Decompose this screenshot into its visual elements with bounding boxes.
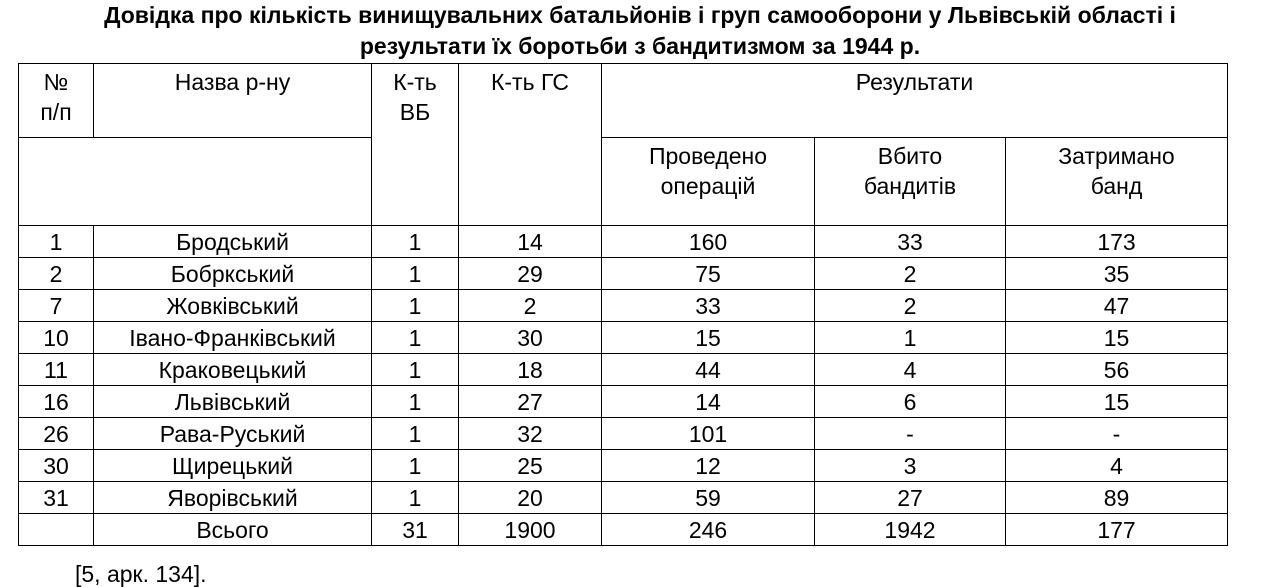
title-line-1: Довідка про кількість винищувальних батальйонів і груп самооборони у Львівській області і (104, 2, 1176, 28)
cell-killed: 33 (815, 226, 1006, 258)
cell-total-num (19, 514, 94, 546)
cell-total-operations: 246 (602, 514, 815, 546)
table-row (19, 322, 1228, 354)
header-vb-line-2: ВБ (399, 99, 431, 125)
header-num (19, 64, 94, 138)
cell-gs: 2 (459, 290, 602, 322)
header-operations (602, 138, 815, 226)
header-row-2 (19, 138, 1228, 226)
cell-killed: 4 (815, 354, 1006, 386)
header-vb (372, 64, 459, 226)
cell-operations: 160 (602, 226, 815, 258)
cell-vb: 1 (372, 226, 459, 258)
cell-total-detained: 177 (1006, 514, 1228, 546)
cell-detained: 15 (1006, 322, 1228, 354)
cell-operations: 33 (602, 290, 815, 322)
cell-total-label: Всього (94, 514, 372, 546)
cell-gs: 25 (459, 450, 602, 482)
table-row (19, 258, 1228, 290)
cell-total-killed: 1942 (815, 514, 1006, 546)
source-reference: [5, арк. 134]. (75, 561, 207, 587)
cell-total-gs: 1900 (459, 514, 602, 546)
cell-district: Львівський (94, 386, 372, 418)
header-gs: К-ть ГС (459, 64, 602, 226)
table-row (19, 450, 1228, 482)
cell-gs: 18 (459, 354, 602, 386)
header-detained-line-2: банд (1090, 173, 1143, 199)
header-detained (1006, 138, 1228, 226)
cell-vb: 1 (372, 322, 459, 354)
cell-detained: 35 (1006, 258, 1228, 290)
cell-detained: 173 (1006, 226, 1228, 258)
cell-operations: 15 (602, 322, 815, 354)
cell-district: Івано-Франківський (94, 322, 372, 354)
cell-operations: 75 (602, 258, 815, 290)
cell-num: 31 (19, 482, 94, 514)
cell-gs: 29 (459, 258, 602, 290)
cell-killed: 6 (815, 386, 1006, 418)
cell-vb: 1 (372, 386, 459, 418)
cell-killed: 2 (815, 290, 1006, 322)
cell-detained: 4 (1006, 450, 1228, 482)
cell-killed: 1 (815, 322, 1006, 354)
header-detained-line-1: Затримано (1058, 143, 1175, 169)
cell-gs: 20 (459, 482, 602, 514)
table-row (19, 354, 1228, 386)
table-row (19, 226, 1228, 258)
cell-num: 30 (19, 450, 94, 482)
total-row (19, 514, 1228, 546)
header-killed-line-2: бандитів (863, 173, 957, 199)
header-killed (815, 138, 1006, 226)
cell-detained: 56 (1006, 354, 1228, 386)
data-table (18, 63, 1228, 546)
cell-district: Краковецький (94, 354, 372, 386)
cell-vb: 1 (372, 450, 459, 482)
cell-num: 7 (19, 290, 94, 322)
header-operations-line-1: Проведено (648, 143, 768, 169)
cell-killed: - (815, 418, 1006, 450)
cell-vb: 1 (372, 258, 459, 290)
cell-killed: 2 (815, 258, 1006, 290)
cell-detained: 89 (1006, 482, 1228, 514)
table-row (19, 290, 1228, 322)
cell-district: Рава-Руський (94, 418, 372, 450)
cell-detained: 47 (1006, 290, 1228, 322)
cell-vb: 1 (372, 482, 459, 514)
title-line-2: результати їх боротьби з бандитизмом за 1944 р. (359, 33, 921, 59)
cell-killed: 27 (815, 482, 1006, 514)
header-district: Назва р-ну (94, 64, 372, 138)
cell-num: 16 (19, 386, 94, 418)
cell-killed: 3 (815, 450, 1006, 482)
cell-vb: 1 (372, 418, 459, 450)
cell-operations: 59 (602, 482, 815, 514)
document-title (0, 0, 1280, 62)
table-row (19, 386, 1228, 418)
cell-gs: 32 (459, 418, 602, 450)
cell-district: Жовківський (94, 290, 372, 322)
cell-num: 2 (19, 258, 94, 290)
header-killed-line-1: Вбито (877, 143, 943, 169)
header-num-line-1: № (43, 69, 69, 95)
cell-num: 11 (19, 354, 94, 386)
header-blank (19, 138, 372, 226)
table-row (19, 482, 1228, 514)
cell-detained: 15 (1006, 386, 1228, 418)
cell-num: 26 (19, 418, 94, 450)
table-row (19, 418, 1228, 450)
header-results: Результати (602, 64, 1228, 138)
cell-district: Щирецький (94, 450, 372, 482)
cell-operations: 14 (602, 386, 815, 418)
header-vb-line-1: К-ть (393, 69, 437, 95)
header-operations-line-2: операцій (660, 173, 756, 199)
cell-district: Бобркський (94, 258, 372, 290)
cell-num: 1 (19, 226, 94, 258)
cell-district: Бродський (94, 226, 372, 258)
cell-vb: 1 (372, 290, 459, 322)
cell-district: Яворівський (94, 482, 372, 514)
cell-num: 10 (19, 322, 94, 354)
cell-vb: 1 (372, 354, 459, 386)
cell-operations: 12 (602, 450, 815, 482)
cell-gs: 14 (459, 226, 602, 258)
header-num-line-2: п/п (40, 99, 72, 125)
cell-gs: 27 (459, 386, 602, 418)
header-row-1 (19, 64, 1228, 138)
cell-operations: 101 (602, 418, 815, 450)
cell-detained: - (1006, 418, 1228, 450)
cell-gs: 30 (459, 322, 602, 354)
cell-total-vb: 31 (372, 514, 459, 546)
cell-operations: 44 (602, 354, 815, 386)
